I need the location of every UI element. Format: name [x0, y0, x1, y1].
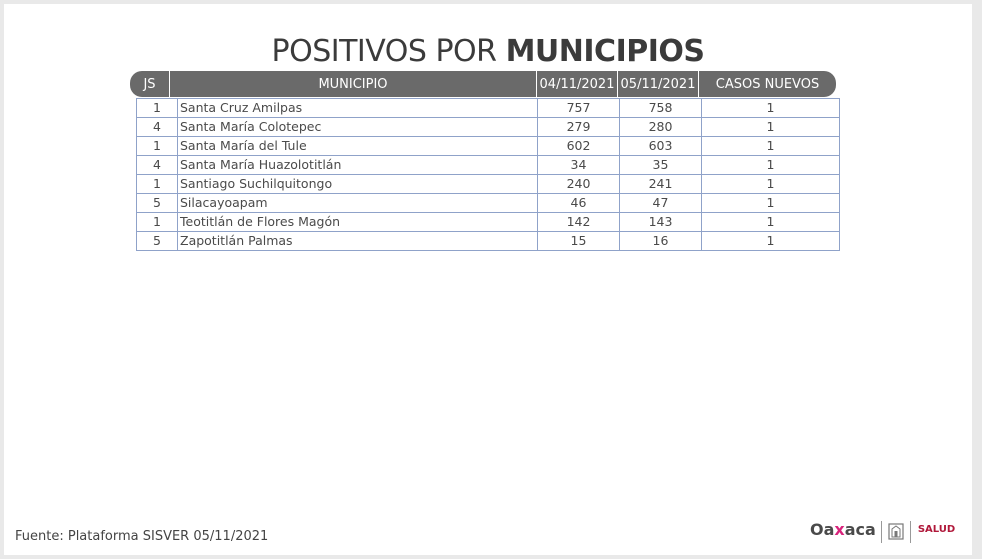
table-row: [137, 137, 840, 156]
cell-date1: 15: [538, 232, 620, 251]
header-date2: 05/11/2021: [618, 71, 699, 97]
page-title: [4, 34, 972, 69]
oaxaca-logo-pre: Oa: [810, 519, 835, 539]
cell-js: 1: [137, 99, 178, 118]
cell-date2: 143: [620, 213, 702, 232]
cell-date2: 758: [620, 99, 702, 118]
header-municipio: MUNICIPIO: [170, 71, 537, 97]
slide: [4, 4, 972, 555]
table-row: [137, 232, 840, 251]
table-row: [137, 156, 840, 175]
oaxaca-logo: [810, 519, 876, 543]
cell-casos: 1: [702, 99, 840, 118]
cell-date2: 280: [620, 118, 702, 137]
table-header: [130, 71, 836, 97]
cell-date2: 603: [620, 137, 702, 156]
cell-js: 4: [137, 156, 178, 175]
cell-municipio: Silacayoapam: [178, 194, 538, 213]
cell-date1: 279: [538, 118, 620, 137]
cell-casos: 1: [702, 137, 840, 156]
table-row: [137, 99, 840, 118]
cell-js: 1: [137, 213, 178, 232]
cell-date1: 34: [538, 156, 620, 175]
cell-municipio: Santa María Colotepec: [178, 118, 538, 137]
cell-date1: 602: [538, 137, 620, 156]
cell-date2: 241: [620, 175, 702, 194]
table-row: [137, 194, 840, 213]
data-table: [136, 98, 840, 251]
cell-municipio: Santa María Huazolotitlán: [178, 156, 538, 175]
salud-logo-name: SALUD: [917, 524, 956, 535]
cell-js: 1: [137, 175, 178, 194]
cell-casos: 1: [702, 213, 840, 232]
cell-municipio: Santa María del Tule: [178, 137, 538, 156]
logo-strip: [810, 518, 955, 546]
title-light: POSITIVOS POR: [271, 34, 506, 69]
title-bold: MUNICIPIOS: [505, 34, 705, 69]
government-crest-icon: [887, 521, 905, 543]
logo-divider: [881, 521, 882, 543]
cell-casos: 1: [702, 232, 840, 251]
cell-casos: 1: [702, 118, 840, 137]
header-js: JS: [130, 71, 170, 97]
cell-municipio: Teotitlán de Flores Magón: [178, 213, 538, 232]
cell-date1: 46: [538, 194, 620, 213]
logo-divider: [910, 521, 911, 543]
cell-js: 4: [137, 118, 178, 137]
header-date1: 04/11/2021: [537, 71, 618, 97]
cell-date2: 47: [620, 194, 702, 213]
cell-casos: 1: [702, 156, 840, 175]
oaxaca-logo-x: x: [834, 519, 845, 539]
cell-date2: 16: [620, 232, 702, 251]
cell-municipio: Santiago Suchilquitongo: [178, 175, 538, 194]
cell-js: 5: [137, 232, 178, 251]
table-row: [137, 213, 840, 232]
cell-municipio: Santa Cruz Amilpas: [178, 99, 538, 118]
header-casos-nuevos: CASOS NUEVOS: [699, 71, 836, 97]
oaxaca-logo-post: aca: [844, 519, 876, 539]
cell-municipio: Zapotitlán Palmas: [178, 232, 538, 251]
salud-logo: [918, 524, 955, 540]
cell-js: 1: [137, 137, 178, 156]
cell-date2: 35: [620, 156, 702, 175]
source-footer: Fuente: Plataforma SISVER 05/11/2021: [15, 529, 269, 544]
cell-date1: 142: [538, 213, 620, 232]
cell-casos: 1: [702, 175, 840, 194]
cell-js: 5: [137, 194, 178, 213]
cell-date1: 240: [538, 175, 620, 194]
salud-logo-subtitle: [918, 535, 919, 540]
table-row: [137, 118, 840, 137]
table-row: [137, 175, 840, 194]
cell-date1: 757: [538, 99, 620, 118]
oaxaca-logo-tagline: [842, 538, 843, 543]
cell-casos: 1: [702, 194, 840, 213]
